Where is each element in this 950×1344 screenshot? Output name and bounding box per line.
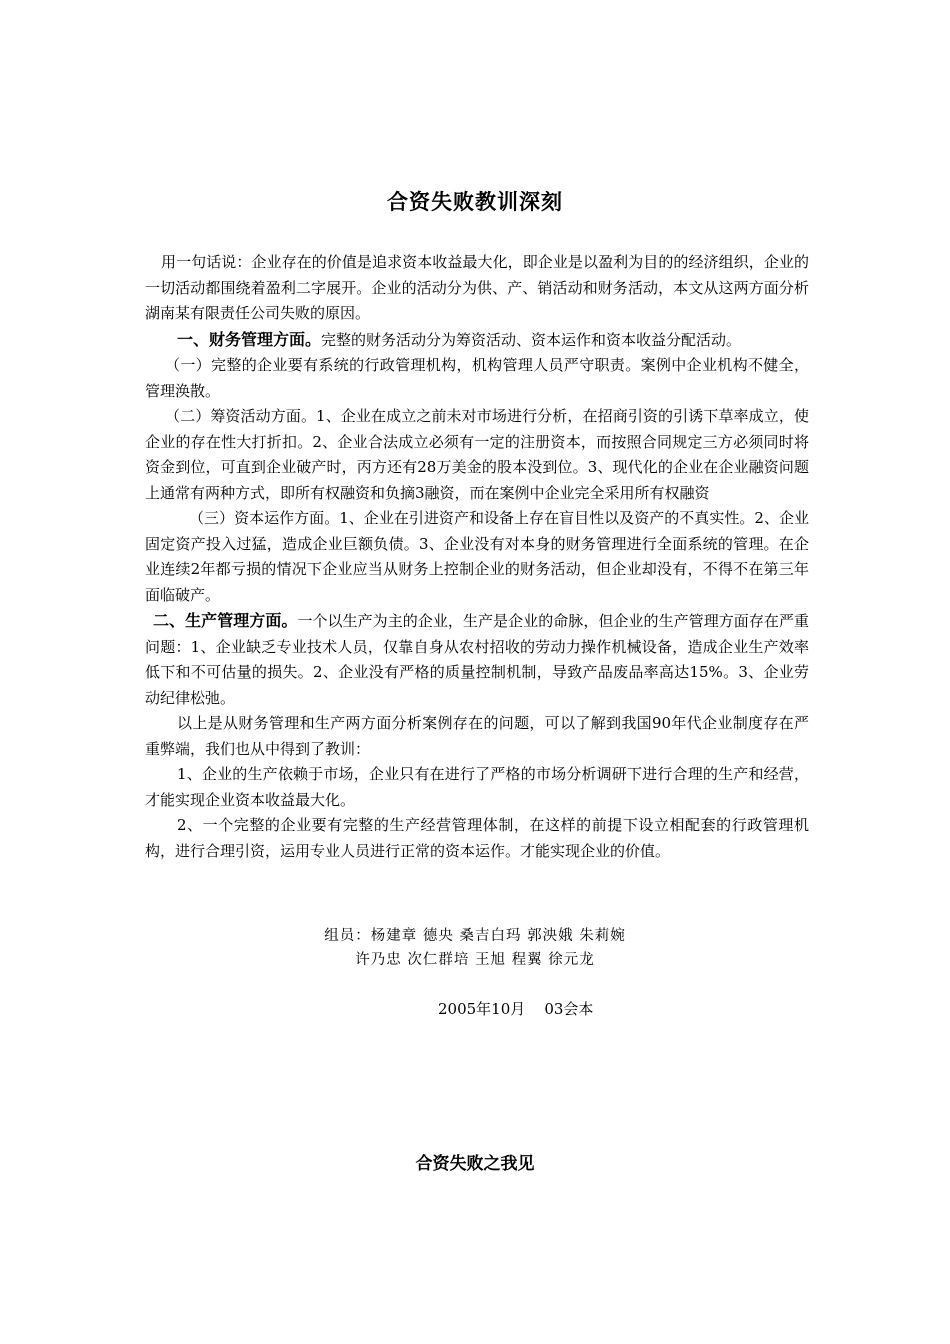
members-line-1: 组员：杨建章 德央 桑吉白玛 郭泱娥 朱莉婉 <box>324 928 626 944</box>
next-article-title: 合资失败之我见 <box>415 1154 535 1174</box>
section-production-text: 一个以生产为主的企业，生产是企业的命脉，但企业的生产管理方面存在严重问题：1、企业缺乏专业技术人员，仅靠自身从农村招收的劳动力操作机械设备，造成企业生产效率低下和不可估量的损失。2、企业没有严格的质量控制机制，导致产品废品率高达15%。3、企业劳动纪律松弛。 <box>145 612 809 707</box>
members-line-2: 许乃忠 次仁群培 王旭 程翼 徐元龙 <box>355 952 595 968</box>
sub-item-capital-operation: （三）资本运作方面。1、企业在引进资产和设备上存在盲目性以及资产的不真实性。2、企业固定资产投入过猛，造成企业巨额负债。3、企业没有对本身的财务管理进行全面系统的管理。在企业连续2年都亏损的情况下企业应当从财务上控制企业的财务活动，但企业却没有，不得不在第三年面临破产。 <box>145 509 809 604</box>
section-financial-text: 完整的财务活动分为筹资活动、资本运作和资本收益分配活动。 <box>321 330 742 349</box>
sub-item-financing: （二）筹资活动方面。1、企业在成立之前未对市场进行分析，在招商引资的引诱下草率成立，使企业的存在性大打折扣。2、企业合法成立必须有一定的注册资本，而按照合同规定三方必须同时将资金到位，可直到企业破产时，丙方还有28万美金的股本没到位。3、现代化的企业在企业融资问题上通常有两种方式，即所有权融资和负摘3融资，而在案例中企业完全采用所有权融资 <box>145 407 809 502</box>
group-members <box>0 924 950 972</box>
summary-paragraph: 以上是从财务管理和生产两方面分析案例存在的问题，可以了解到我国90年代企业制度存在严重弊端，我们也从中得到了教训： <box>145 714 809 758</box>
sub-item-organization: （一）完整的企业要有系统的行政管理机构，机构管理人员严守职责。案例中企业机构不健全，管理涣散。 <box>145 356 809 400</box>
section-financial-heading: 一、财务管理方面。 <box>177 329 322 349</box>
section-production-paragraph <box>145 608 809 711</box>
lesson-1-paragraph: 1、企业的生产依赖于市场，企业只有在进行了严格的市场分析调研下进行合理的生产和经营，才能实现企业资本收益最大化。 <box>145 765 809 809</box>
document-title: 合资失败教训深刻 <box>387 189 563 214</box>
section-financial-paragraph <box>145 327 809 354</box>
document-date: 2005年10月 03会本 <box>438 1000 594 1018</box>
intro-paragraph: 用一句话说：企业存在的价值是追求资本收益最大化，即企业是以盈利为目的的经济组织，企业的一切活动都围绕着盈利二字展开。企业的活动分为供、产、销活动和财务活动，本文从这两方面分析湖南某有限责任公司失败的原因。 <box>145 253 809 322</box>
section-production-heading: 二、生产管理方面。 <box>153 611 298 630</box>
document-body <box>145 250 809 864</box>
lesson-2-paragraph: 2、一个完整的企业要有完整的生产经营管理体制，在这样的前提下设立相配套的行政管理机构，进行合理引资，运用专业人员进行正常的资本运作。才能实现企业的价值。 <box>145 816 809 860</box>
